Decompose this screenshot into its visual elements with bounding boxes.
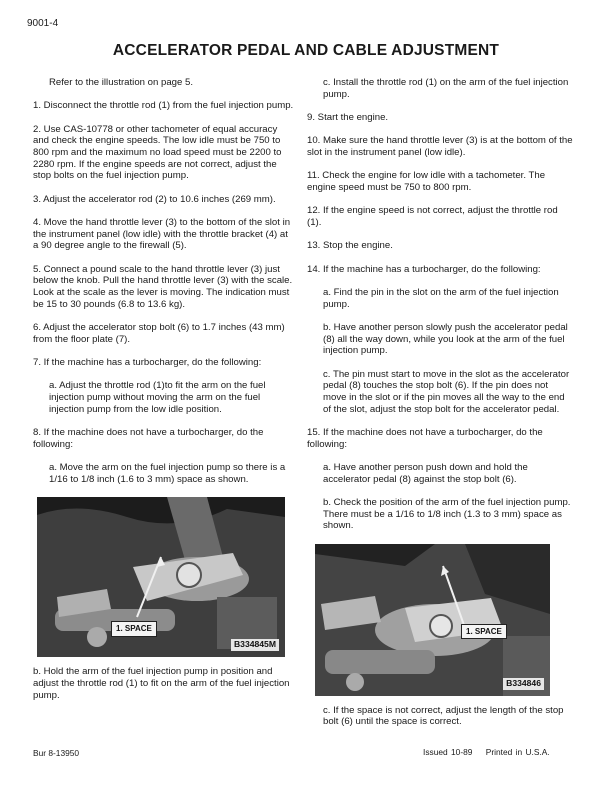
figure-code: B334845M (231, 639, 279, 651)
step-13: 13. Stop the engine. (307, 240, 393, 252)
figure-code-right: B334846 (503, 678, 544, 690)
intro-text: Refer to the illustration on page 5. (49, 77, 193, 88)
step-14a: a. Find the pin in the slot on the arm of the fuel injection pump. (323, 286, 559, 310)
page-id: 9001-4 (27, 18, 59, 29)
step-15: 15. If the machine does not have a turbocharger, do the following: (307, 427, 543, 450)
step-8a: a. Move the arm on the fuel injection pump so there is a 1/16 to 1/8 inch (1.6 to 3 mm) space as shown. (49, 462, 286, 485)
footer-printed: Printed in U.S.A. (485, 747, 550, 757)
step-1: 1. Disconnect the throttle rod (1) from the fuel injection pump. (33, 100, 294, 112)
step-9: 9. Start the engine. (307, 112, 389, 123)
step-6: 6. Adjust the accelerator stop bolt (6) to 1.7 inches (43 mm) from the floor plate (7). (33, 322, 285, 345)
step-7: 7. If the machine has a turbocharger, do the following: (33, 357, 262, 369)
pump-photo-graphic (37, 497, 285, 657)
space-callout-right: 1. SPACE (461, 624, 507, 640)
step-8: 8. If the machine does not have a turbocharger, do the following: (33, 427, 264, 450)
step-15b: b. Check the position of the arm of the fuel injection pump. There must be a 1/16 to 1/8 inch (1.3 to 3 mm) space as shown. (323, 497, 571, 532)
right-column (307, 77, 573, 740)
step-14b: b. Have another person slowly push the accelerator pedal (8) all the way down, while you look at the arm of the fuel injection pump. (323, 321, 568, 357)
footer-issue-info (423, 747, 550, 757)
injection-pump-photo-right (315, 544, 550, 696)
step-3: 3. Adjust the accelerator rod (2) to 10.6 inches (269 mm). (33, 193, 276, 205)
injection-pump-photo-left (37, 497, 285, 657)
page-title: ACCELERATOR PEDAL AND CABLE ADJUSTMENT (112, 42, 500, 59)
step-11: 11. Check the engine for low idle with a tachometer. The engine speed must be 750 to 800 rpm. (307, 170, 546, 193)
step-12: 12. If the engine speed is not correct, adjust the throttle rod (1). (307, 205, 558, 228)
step-8b: b. Hold the arm of the fuel injection pump in position and adjust the throttle rod (1) to fit on the arm of the fuel injection pump. (33, 666, 290, 701)
step-15c: c. If the space is not correct, adjust the length of the stop bolt (6) until the space is correct. (323, 704, 564, 728)
space-callout: 1. SPACE (111, 621, 157, 637)
footer-issued: Issued 10-89 (423, 747, 473, 757)
left-column (33, 77, 295, 713)
step-8c: c. Install the throttle rod (1) on the arm of the fuel injection pump. (323, 77, 569, 100)
step-14: 14. If the machine has a turbocharger, do the following: (307, 263, 541, 275)
step-5: 5. Connect a pound scale to the hand throttle lever (3) just below the knob. Pull the hand throttle lever (3) with the scale. Look at the scale as the lever is moving. The indication must be 15 to 30 pounds (6.8 to 13.6 kg). (33, 263, 293, 310)
step-10: 10. Make sure the hand throttle lever (3) is at the bottom of the slot in the instrument panel (low idle). (307, 135, 573, 158)
pump-photo-graphic-right (315, 544, 550, 696)
step-4: 4. Move the hand throttle lever (3) to the bottom of the slot in the instrument panel (low idle) with the throttle bracket (4) at a 90 degree angle to the firewall (5). (33, 217, 291, 252)
step-15a: a. Have another person push down and hold the accelerator pedal (8) against the stop bolt (6). (323, 462, 528, 485)
footer-doc-number: Bur 8-13950 (33, 748, 80, 758)
step-7a: a. Adjust the throttle rod (1)to fit the arm on the fuel injection pump without moving the arm on the fuel injection pump from the low idle position. (49, 380, 266, 415)
step-2: 2. Use CAS-10778 or other tachometer of equal accuracy and check the engine speeds. The low idle must be 750 to 800 rpm and the maximum no load speed must be 2200 to 2280 rpm. If the engine speeds are not correct, adjust the stop bolts on the fuel injection pump. (33, 123, 282, 182)
step-14c: c. The pin must start to move in the slot as the accelerator pedal (8) touches the stop bolt (6). If the pin does not move in the slot or if the pin moves all the way to the end of the slot, adjust the stop bolt for the accelerator pedal. (323, 368, 570, 415)
